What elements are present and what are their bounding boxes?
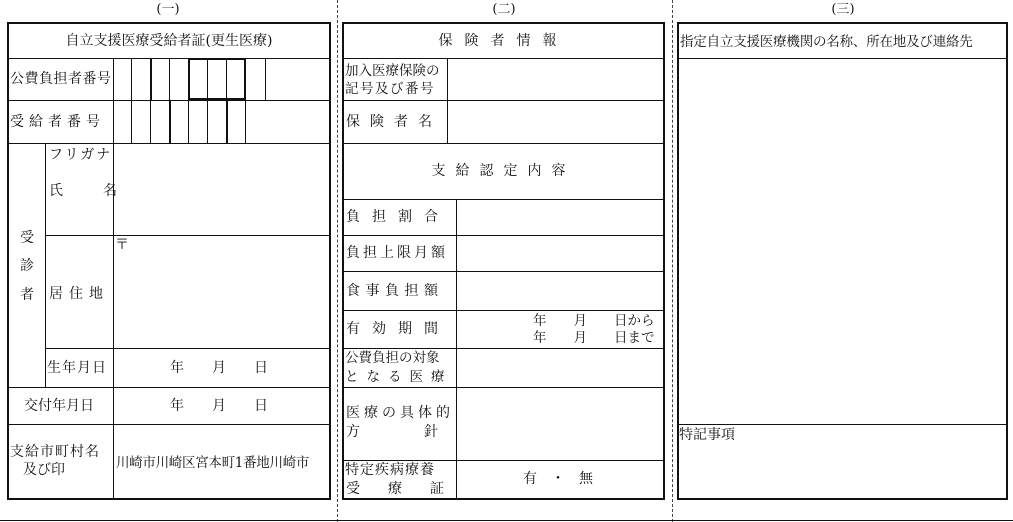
medical-institution-title: 指定自立支援医療機関の名称、所在地及び連絡先	[680, 34, 973, 50]
certificate-title: 自立支援医療受給者証(更生医療)	[65, 33, 273, 49]
treatment-policy-label: 方針	[346, 424, 502, 440]
divider	[679, 58, 1006, 59]
meal-cost-label: 食事負担額	[346, 283, 444, 299]
divider	[344, 310, 663, 311]
public-payer-number-label: 公費負担者番号	[10, 71, 112, 87]
panel2-header: (二)	[492, 2, 516, 17]
panel3-header: (三)	[831, 2, 855, 17]
furigana-label: フリガナ	[49, 147, 113, 163]
digit-cell	[131, 58, 132, 100]
monthly-limit-label: 負担上限月額	[346, 245, 448, 261]
divider	[9, 143, 329, 144]
birth-date-value: 年 月 日	[170, 360, 268, 376]
specific-disease-label: 特定疾病療養	[345, 462, 435, 478]
municipality-value: 川崎市川崎区宮本町1番地川崎市	[116, 455, 310, 471]
specific-disease-label: 受療証	[346, 481, 472, 497]
bottom-rule	[0, 520, 1013, 521]
birth-date-label: 生年月日	[47, 360, 107, 376]
insurance-number-label: 加入医療保険の	[345, 63, 440, 79]
divider	[45, 143, 46, 387]
digit-group-box	[188, 58, 246, 100]
divider	[9, 387, 329, 388]
divider	[447, 58, 448, 143]
digit-cell	[150, 100, 151, 143]
divider	[45, 235, 329, 236]
divider	[456, 199, 457, 500]
municipality-label: 支給市町村名	[10, 444, 100, 460]
divider	[344, 100, 663, 101]
valid-from: 年 月 日から	[533, 313, 655, 329]
public-target-label: 公費負担の対象	[345, 350, 440, 366]
benefit-approval-title: 支給認定内容	[431, 163, 576, 179]
address-label: 居住地	[49, 286, 109, 302]
issue-date-label: 交付年月日	[24, 398, 94, 414]
patient-label-char: 診	[20, 258, 34, 274]
digit-cell	[245, 100, 246, 143]
digit-cell	[265, 58, 266, 100]
specific-disease-value: 有 ・ 無	[523, 471, 593, 487]
digit-cell	[150, 58, 152, 100]
special-notes-label: 特記事項	[679, 427, 735, 443]
digit-cell	[169, 58, 170, 100]
digit-cell	[226, 58, 227, 100]
divider	[344, 143, 663, 144]
divider	[113, 58, 114, 500]
valid-period-label: 有効期間	[346, 321, 450, 337]
municipality-label-seal: 及び印	[23, 462, 65, 478]
insurance-number-label: 記号及び番号	[345, 81, 435, 97]
digit-cell	[207, 100, 208, 143]
fold-line-2	[672, 0, 673, 522]
divider	[344, 58, 663, 59]
divider	[45, 348, 329, 349]
digit-cell	[169, 100, 171, 143]
digit-cell	[226, 100, 228, 143]
fold-line-1	[337, 0, 338, 522]
patient-label-char: 受	[20, 230, 34, 246]
postal-mark: 〒	[115, 237, 129, 253]
public-target-label: となる医療	[345, 369, 453, 385]
treatment-policy-label: 医療の具体的	[346, 405, 454, 421]
recipient-number-label: 受給者番号	[10, 114, 105, 130]
digit-cell	[131, 100, 132, 143]
divider	[344, 235, 663, 236]
copay-ratio-label: 負担割合	[346, 209, 450, 225]
patient-label-char: 者	[20, 287, 34, 303]
digit-cell	[188, 100, 189, 143]
divider	[344, 387, 663, 388]
insurer-info-title: 保険者情報	[438, 33, 569, 49]
valid-to: 年 月 日まで	[533, 330, 655, 346]
divider	[344, 348, 663, 349]
issue-date-value: 年 月 日	[170, 398, 268, 414]
panel1-header: (一)	[156, 2, 180, 17]
digit-cell	[207, 58, 208, 100]
insurer-label: 保険者名	[346, 114, 442, 130]
divider	[9, 424, 329, 425]
name-label: 氏 名	[49, 183, 121, 199]
divider	[344, 271, 663, 272]
divider	[344, 199, 663, 200]
divider	[679, 424, 1006, 425]
divider	[344, 460, 663, 461]
